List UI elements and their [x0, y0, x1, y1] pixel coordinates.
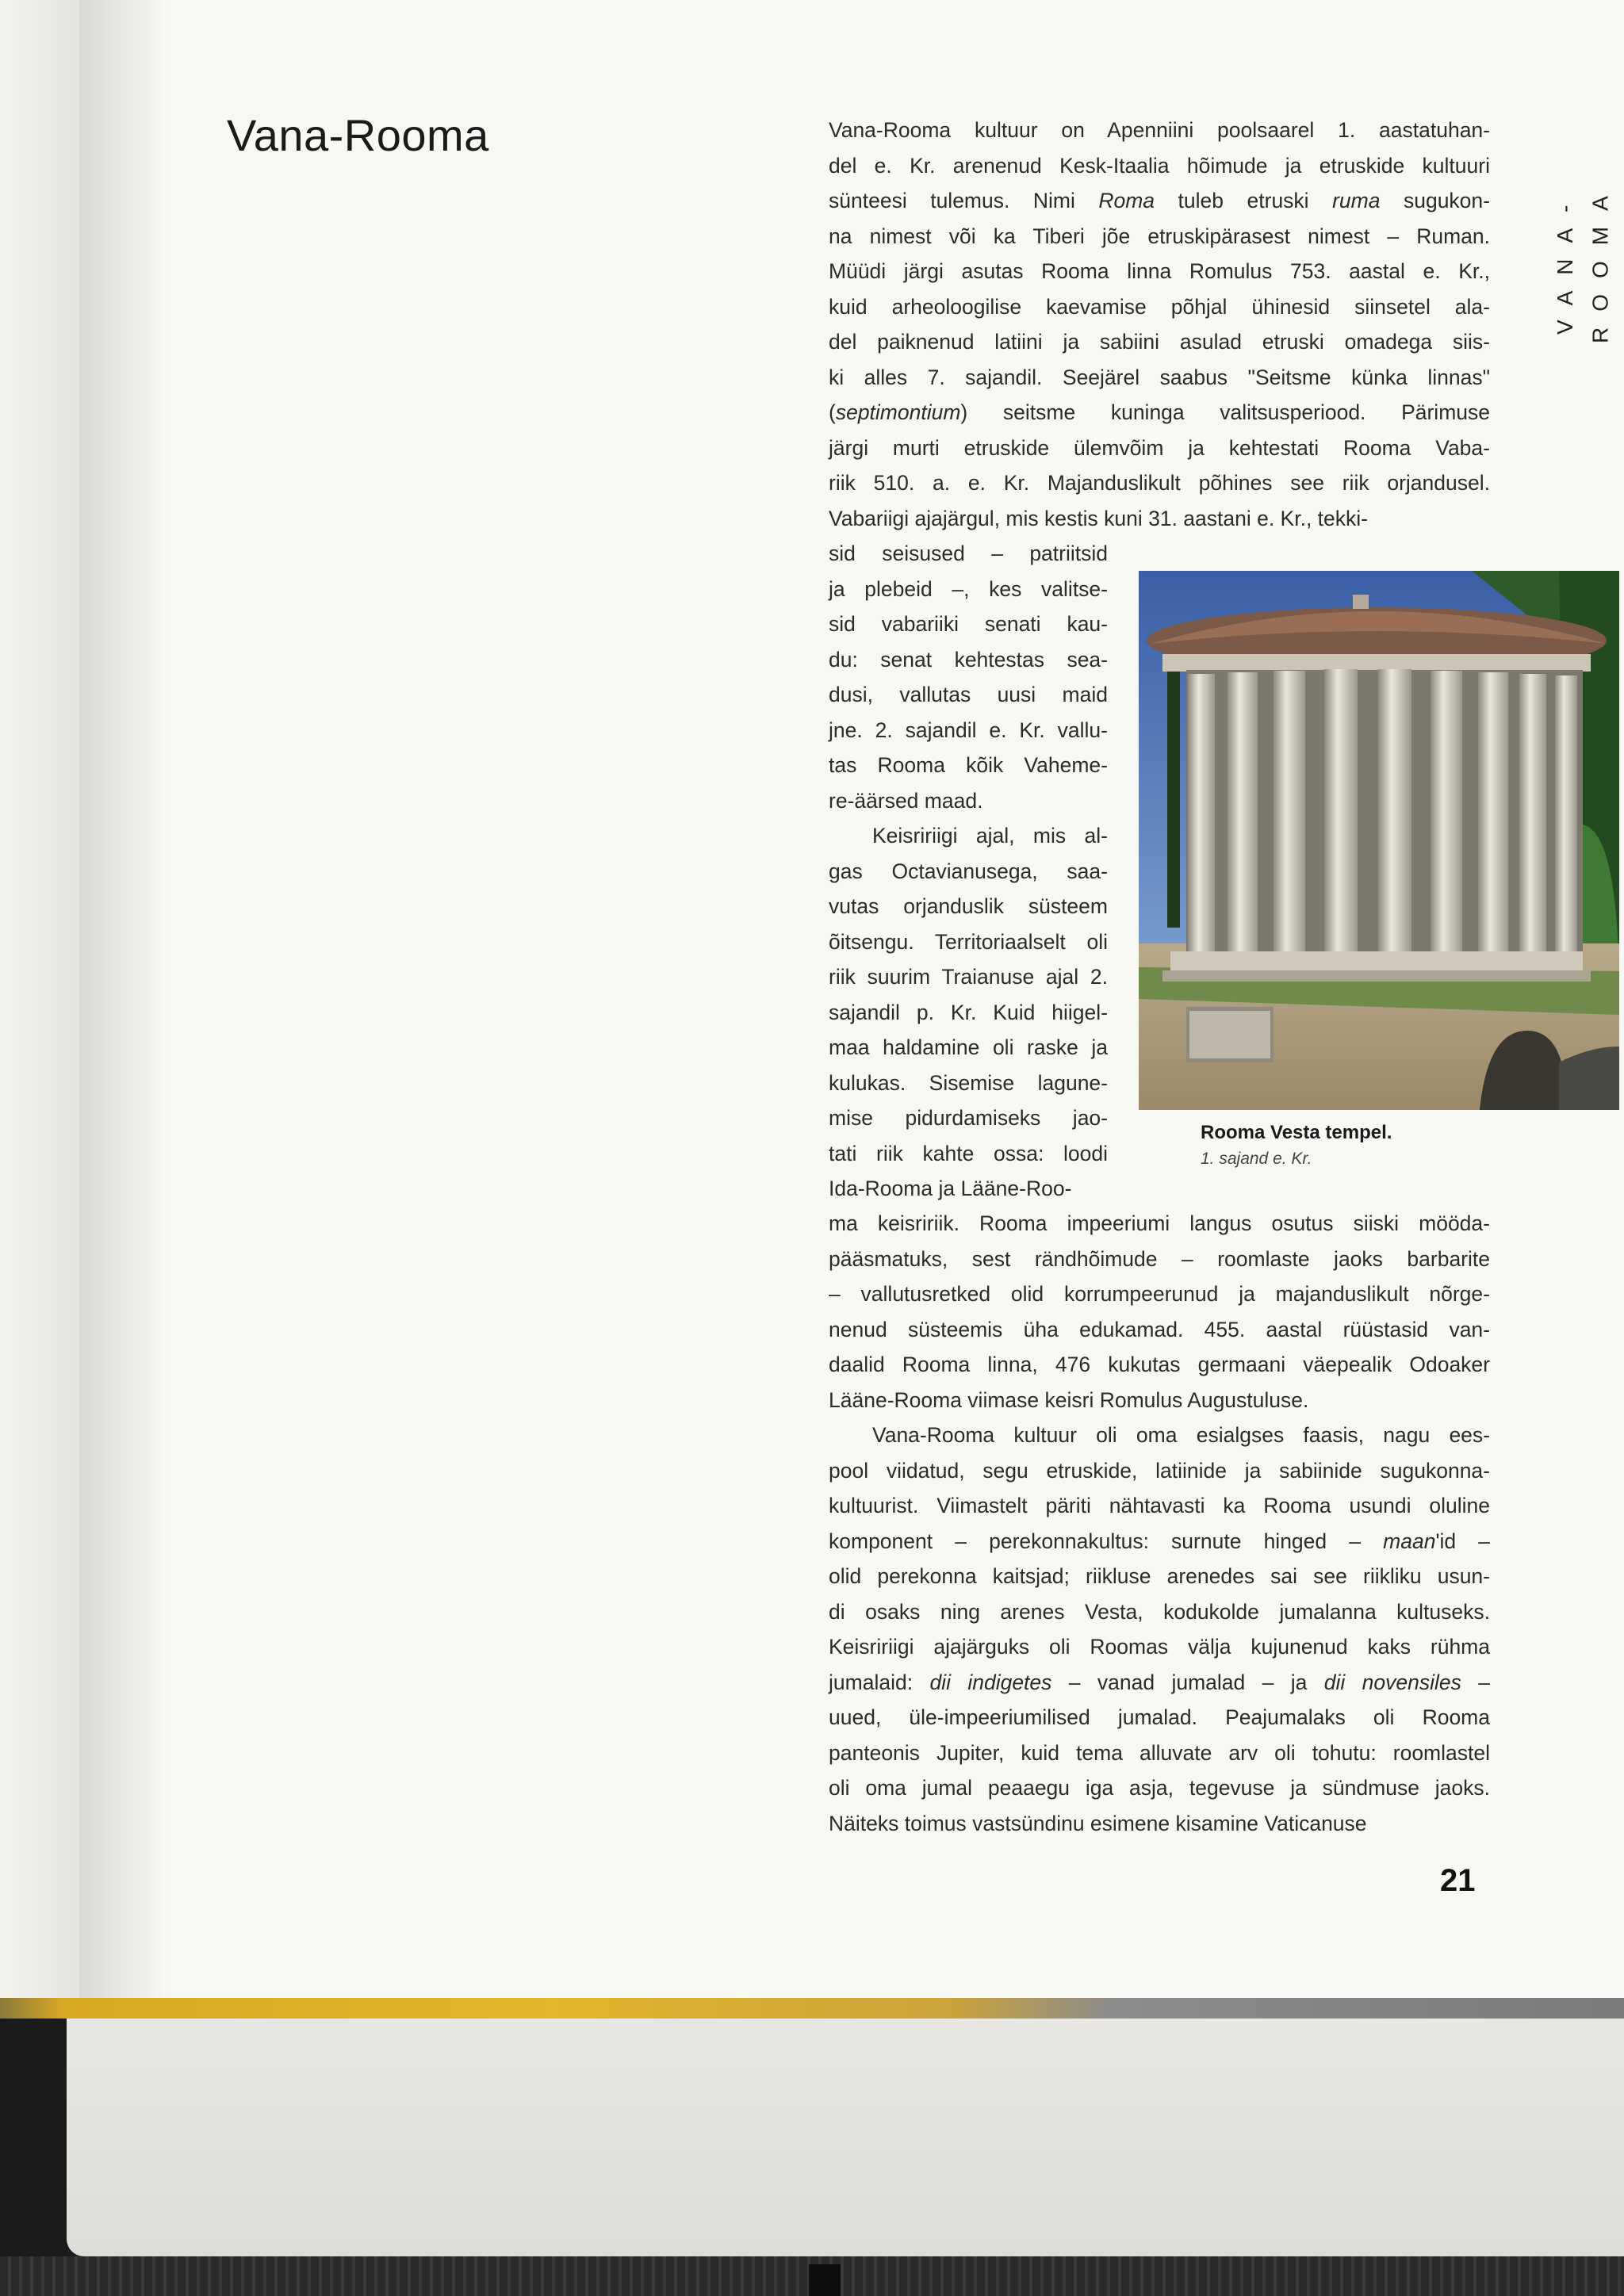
- text-line: riik 510. a. e. Kr. Majanduslikult põhines see riik orjandusel.: [829, 471, 1490, 495]
- text-line: re-äärsed maad.: [829, 788, 983, 813]
- text-line: Vabariigi ajajärgul, mis kestis kuni 31. aastani e. Kr., tekki-: [829, 506, 1368, 530]
- text-line: Keisririigi ajal, mis al-: [872, 824, 1108, 848]
- text-line: õitsengu. Territoriaalselt oli: [829, 929, 1108, 954]
- text-line: kultuurist. Viimastelt päriti nähtavasti ka Rooma usundi oluline: [829, 1494, 1490, 1517]
- text-line: Ida-Rooma ja Lääne-Roo-: [829, 1177, 1072, 1200]
- text-line: ma keisririik. Rooma impeeriumi langus osutus siiski mööda-: [829, 1211, 1490, 1235]
- text-line: daalid Rooma linna, 476 kukutas germaani väepealik Odoaker: [829, 1353, 1490, 1376]
- text-line: mise pidurdamiseks jao-: [829, 1106, 1108, 1130]
- lower-sheet: [67, 2019, 1624, 2256]
- text-line: jne. 2. sajandil e. Kr. vallu-: [829, 718, 1108, 742]
- running-head: VANA-ROOMA: [1553, 180, 1613, 343]
- paragraph-intro: [829, 113, 1490, 536]
- text-line: maa haldamine oli raske ja: [829, 1035, 1108, 1059]
- cover-edge: [0, 1998, 1624, 2019]
- text-line: sid vabariiki senati kau-: [829, 612, 1108, 636]
- text-line: sid seisused – patriitsid: [829, 541, 1108, 565]
- figure-caption-title: Rooma Vesta tempel.: [1201, 1122, 1392, 1143]
- page-number: 21: [1440, 1863, 1476, 1898]
- text-line: sünteesi tulemus. Nimi Roma tuleb etruski ruma sugukon-: [829, 189, 1490, 212]
- text-line: kuid arheoloogilise kaevamise põhjal ühinesid siinsetel ala-: [829, 294, 1490, 319]
- text-line: sajandil p. Kr. Kuid hiigel-: [829, 1000, 1108, 1024]
- text-line: nenud süsteemis üha edukamad. 455. aastal rüüstasid van-: [829, 1317, 1490, 1341]
- left-page-edge: [0, 0, 79, 1998]
- text-line: ja plebeid –, kes valitse-: [829, 576, 1108, 601]
- text-line: vutas orjanduslik süsteem: [829, 894, 1108, 918]
- text-line: oli oma jumal peaaegu iga asja, tegevuse ja sündmuse jaoks.: [829, 1776, 1490, 1800]
- text-line: komponent – perekonnakultus: surnute hinged – maan'id –: [829, 1529, 1490, 1553]
- text-line: gas Octavianusega, saa-: [829, 859, 1108, 883]
- text-line: dusi, vallutas uusi maid: [829, 683, 1108, 706]
- text-line: kulukas. Sisemise lagune-: [829, 1070, 1108, 1095]
- text-line: du: senat kehtestas sea-: [829, 647, 1108, 672]
- paragraph-empire-fall: [829, 1206, 1490, 1418]
- text-line: pool viidatud, segu etruskide, latiinide ja sabiinide sugukonna-: [829, 1458, 1490, 1483]
- text-line: del paiknenud latiini ja sabiini asulad etruski omadega siis-: [829, 330, 1490, 354]
- text-line: Näiteks toimus vastsündinu esimene kisamine Vaticanuse: [829, 1811, 1367, 1835]
- text-line: Keisririigi ajajärguks oli Roomas välja kujunenud kaks rühma: [829, 1635, 1490, 1659]
- text-line: olid perekonna kaitsjad; riikluse arenedes sai see riikliku usun-: [829, 1564, 1490, 1588]
- page-title: Vana-Rooma: [227, 110, 489, 160]
- text-line: järgi murti etruskide ülemvõim ja kehtestati Rooma Vaba-: [829, 435, 1490, 460]
- text-line: (septimontium) seitsme kuninga valitsusperiood. Pärimuse: [829, 400, 1490, 424]
- text-line: pääsmatuks, sest rändhõimude – roomlaste jaoks barbarite: [829, 1246, 1490, 1271]
- text-line: di osaks ning arenes Vesta, kodukolde jumalanna kultuseks.: [829, 1599, 1490, 1624]
- text-line: na nimest või ka Tiberi jõe etruskipärasest nimest – Ruman.: [829, 224, 1490, 248]
- text-line: Lääne-Rooma viimase keisri Romulus Augustuluse.: [829, 1387, 1309, 1412]
- text-line: Vana-Rooma kultuur oli oma esialgses faasis, nagu ees-: [872, 1423, 1490, 1447]
- text-line: ki alles 7. sajandil. Seejärel saabus "Seitsme künka linnas": [829, 365, 1490, 389]
- text-line: tati riik kahte ossa: loodi: [829, 1141, 1108, 1165]
- text-line: jumalaid: dii indigetes – vanad jumalad – ja dii novensiles –: [829, 1670, 1491, 1694]
- paragraph-religion: [829, 1418, 1490, 1841]
- scanner-tab: [809, 2264, 841, 2296]
- text-line: tas Rooma kõik Vaheme-: [829, 753, 1108, 777]
- temple-photo: [1139, 571, 1619, 1110]
- text-line: panteonis Jupiter, kuid tema alluvate arv oli tohutu: roomlastel: [829, 1740, 1490, 1765]
- text-line: Vana-Rooma kultuur on Apenniini poolsaarel 1. aastatuhan-: [829, 118, 1490, 142]
- text-line: uued, üle-impeeriumilised jumalad. Peajumalaks oli Rooma: [829, 1705, 1490, 1729]
- text-line: – vallutusretked olid korrumpeerunud ja majanduslikult nõrge-: [829, 1282, 1490, 1306]
- text-line: riik suurim Traianuse ajal 2.: [829, 965, 1108, 989]
- page-gutter-shadow: [79, 0, 167, 1998]
- text-line: del e. Kr. arenenud Kesk-Itaalia hõimude ja etruskide kultuuri: [829, 153, 1490, 178]
- text-line: Müüdi järgi asutas Rooma linna Romulus 753. aastal e. Kr.,: [829, 259, 1490, 283]
- paragraph-narrow-column: [829, 536, 1108, 1207]
- figure-caption-date: 1. sajand e. Kr.: [1201, 1150, 1312, 1168]
